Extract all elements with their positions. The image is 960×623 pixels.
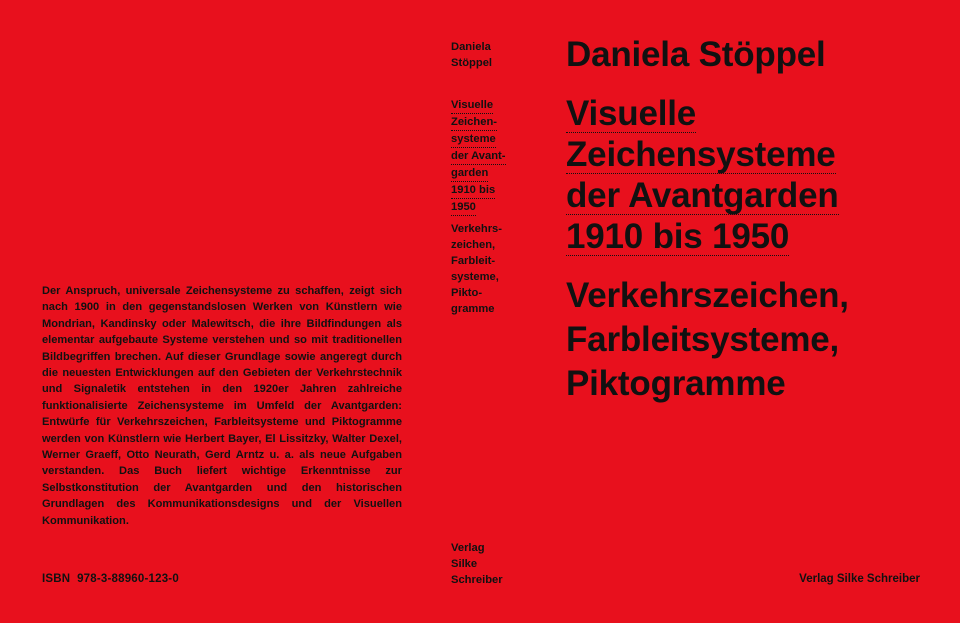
- front-title: [566, 93, 839, 257]
- spine-title: [451, 97, 506, 216]
- spine-title-line: garden: [451, 166, 488, 182]
- spine-subtitle-line: Farbleit-: [451, 255, 496, 267]
- spine-title-line: der Avant-: [451, 149, 506, 165]
- spine-publisher-line: Verlag: [451, 542, 485, 554]
- front-subtitle-line: Verkehrszeichen,: [566, 276, 849, 315]
- isbn-number: ISBN 978-3-88960-123-0: [42, 573, 179, 585]
- front-title-line: 1910 bis 1950: [566, 217, 790, 256]
- front-subtitle-line: Farbleitsysteme,: [566, 320, 840, 359]
- front-publisher: Verlag Silke Schreiber: [799, 573, 920, 585]
- spine-author-line: Stöppel: [451, 57, 493, 69]
- spine-subtitle-line: gramme: [451, 303, 495, 315]
- spine-subtitle-line: Pikto-: [451, 287, 483, 299]
- spine-author: [451, 39, 492, 71]
- spine-title-line: systeme: [451, 132, 496, 148]
- spine-subtitle-line: systeme,: [451, 271, 499, 283]
- spine-publisher: [451, 540, 503, 588]
- front-subtitle: [566, 274, 849, 406]
- spine-subtitle-line: Verkehrs-: [451, 223, 502, 235]
- spine-publisher-line: Silke: [451, 558, 478, 570]
- spine-title-line: 1950: [451, 200, 476, 216]
- front-author: Daniela Stöppel: [566, 35, 826, 74]
- front-title-line: Visuelle: [566, 94, 697, 133]
- spine-publisher-line: Schreiber: [451, 574, 503, 586]
- spine-title-line: Zeichen-: [451, 115, 497, 131]
- spine-title-line: Visuelle: [451, 98, 493, 114]
- front-title-line: Zeichensysteme: [566, 135, 836, 174]
- back-cover-blurb: Der Anspruch, universale Zeichensysteme zu schaffen, zeigt sich nach 1900 in den gegenstandslosen Werken von Künstlern wie Mondrian, Kandinsky oder Malewitsch, die ihre Bildfindungen als elementar aufgebaute Systeme verstehen und so mit traditionellen Bildbegriffen brechen. Auf dieser Grundlage sowie angeregt durch die neuesten Entwicklungen auf den Gebieten der Verkehrstechnik und Signaletik entstehen in den 1920er Jahren zahlreiche funktionalisierte Zeichensysteme im Umfeld der Avantgarden: Entwürfe für Verkehrszeichen, Farbleitsysteme und Piktogramme werden von Künstlern wie Herbert Bayer, El Lissitzky, Walter Dexel, Werner Graeff, Otto Neurath, Gerd Arntz u. a. als neue Aufgaben verstanden. Das Buch liefert wichtige Erkenntnisse zur Selbstkonstitution der Avantgarden und den historischen Grundlagen des Kommunikationsdesigns und der Visuellen Kommunikation.: [42, 285, 402, 527]
- spine-subtitle: [451, 221, 502, 317]
- spine-title-line: 1910 bis: [451, 183, 495, 199]
- front-subtitle-line: Piktogramme: [566, 364, 786, 403]
- spine-author-line: Daniela: [451, 41, 491, 53]
- spine-subtitle-line: zeichen,: [451, 239, 496, 251]
- front-title-line: der Avantgarden: [566, 176, 839, 215]
